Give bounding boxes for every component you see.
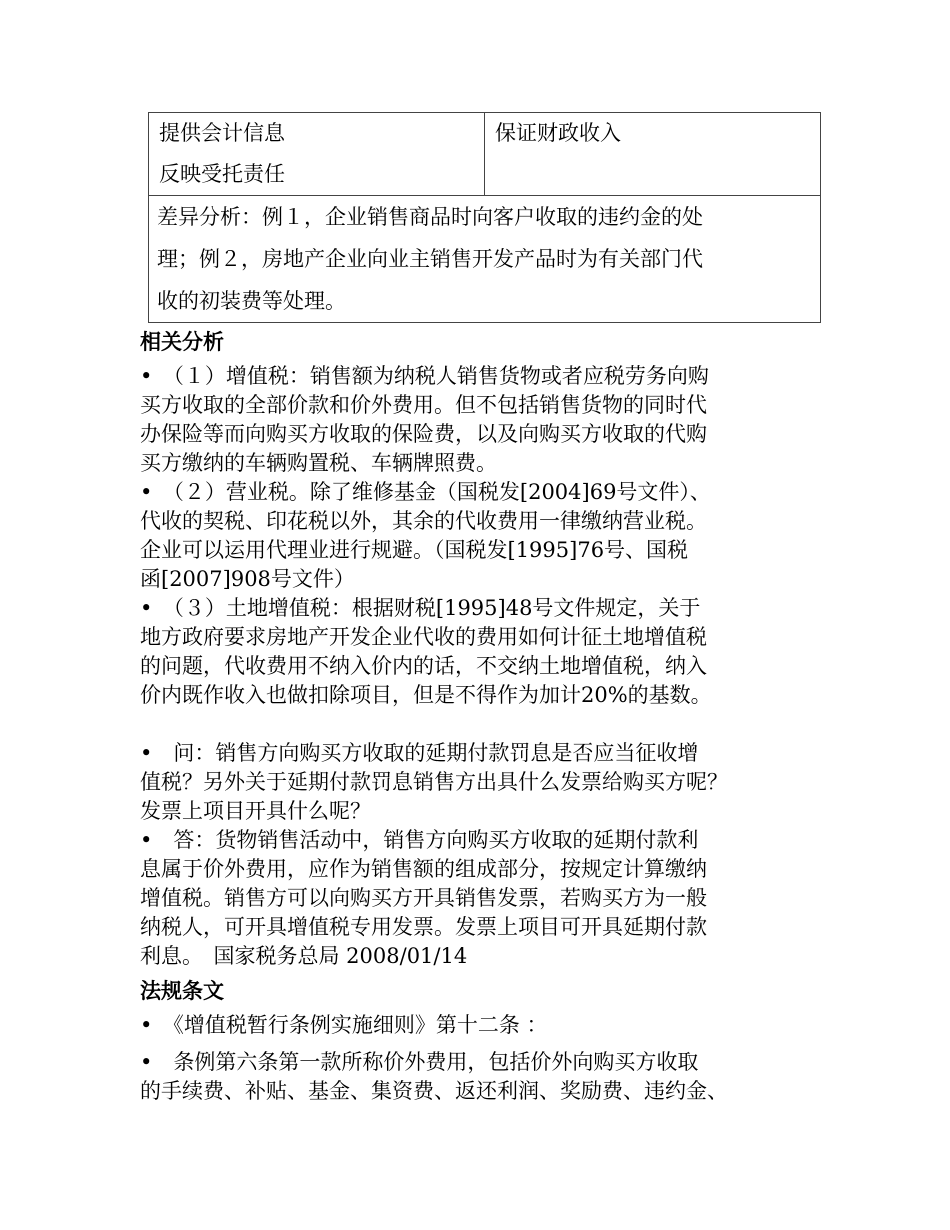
bullet-line: • 《增值税暂行条例实施细则》第十二条 ：: [140, 1013, 548, 1037]
qa-line: • 问：销售方向购买方收取的延期付款罚息是否应当征收增: [140, 741, 699, 765]
bullet-vat: [140, 362, 830, 478]
bullet-land-vat: [140, 594, 830, 710]
cell-line: 保证财政收入: [495, 121, 621, 145]
bullet-line: 的手续费、补贴、基金、集资费、返还利润、奖励费、违约金、: [140, 1079, 728, 1103]
qa-question: [140, 739, 830, 826]
cell-line: 提供会计信息: [159, 121, 285, 145]
cell-line: 差异分析：例１，企业销售商品时向客户收取的违约金的处: [157, 205, 703, 229]
bullet-line: • 条例第六条第一款所称价外费用，包括价外向购买方收取: [140, 1050, 699, 1074]
table-cell-diff-analysis: [149, 196, 821, 323]
qa-answer: [140, 826, 830, 971]
cell-line: 理；例２，房地产企业向业主销售开发产品时为有关部门代: [157, 247, 703, 271]
table-row: [149, 196, 821, 323]
bullet-regulation-text: [140, 1048, 830, 1106]
bullet-line: • （２）营业税。除了维修基金（国税发[2004]69号文件）、: [140, 480, 711, 504]
bullet-line: • （３）土地增值税：根据财税[1995]48号文件规定，关于: [140, 596, 701, 620]
section-heading-regulations: 法规条文: [140, 979, 224, 1003]
spacer: [140, 1040, 830, 1048]
qa-line: 息属于价外费用，应作为销售额的组成部分，按规定计算缴纳: [140, 857, 707, 881]
table-row: [149, 113, 821, 196]
bullet-line: 的问题，代收费用不纳入价内的话，不交纳土地增值税，纳入: [140, 654, 707, 678]
cell-line: 反映受托责任: [159, 162, 285, 186]
qa-line: • 答：货物销售活动中，销售方向购买方收取的延期付款利: [140, 828, 699, 852]
bullet-line: 企业可以运用代理业进行规避。（国税发[1995]76号、国税: [140, 538, 689, 562]
qa-line: 利息。 国家税务总局 2008/01/14: [140, 944, 468, 968]
qa-line: 纳税人，可开具增值税专用发票。发票上项目可开具延期付款: [140, 915, 707, 939]
qa-line: 增值税。销售方可以向购买方开具销售发票，若购买方为一般: [140, 886, 707, 910]
bullet-line: • （１）增值税：销售额为纳税人销售货物或者应税劳务向购: [140, 364, 709, 388]
cell-line: 收的初装费等处理。: [157, 289, 346, 313]
document-body: [140, 322, 830, 1106]
bullet-business-tax: [140, 478, 830, 594]
bullet-line: 买方收取的全部价款和价外费用。但不包括销售货物的同时代: [140, 393, 707, 417]
table-cell-right: [485, 113, 821, 196]
spacer: [140, 710, 830, 739]
comparison-table: [148, 112, 821, 323]
bullet-line: 函[2007]908号文件）: [140, 567, 355, 591]
table-cell-left: [149, 113, 485, 196]
qa-line: 发票上项目开具什么呢？: [140, 799, 371, 823]
bullet-line: 代收的契税、印花税以外，其余的代收费用一律缴纳营业税。: [140, 509, 707, 533]
bullet-regulation-title: [140, 1011, 830, 1040]
bullet-line: 办保险等而向购买方收取的保险费，以及向购买方收取的代购: [140, 422, 707, 446]
bullet-line: 买方缴纳的车辆购置税、车辆牌照费。: [140, 451, 497, 475]
bullet-line: 地方政府要求房地产开发企业代收的费用如何计征土地增值税: [140, 625, 707, 649]
qa-line: 值税？另外关于延期付款罚息销售方出具什么发票给购买方呢？: [140, 770, 728, 794]
bullet-line: 价内既作收入也做扣除项目，但是不得作为加计20%的基数。: [140, 683, 712, 707]
section-heading-related-analysis: 相关分析: [140, 330, 224, 354]
